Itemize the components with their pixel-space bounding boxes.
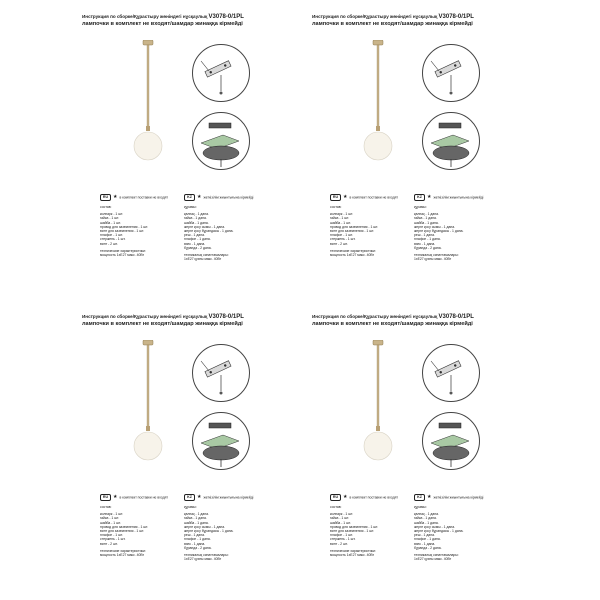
star-icon: ★ xyxy=(113,494,118,501)
ru-badge: RU xyxy=(330,194,341,201)
canopy-assembly-diagram xyxy=(192,112,250,170)
canopy-assembly-diagram xyxy=(422,112,480,170)
document-title: Инструкция по сборке/Құрастыру жөніндегі нұсқаулық V3078-0/1PL xyxy=(312,14,474,20)
mounting-plate-diagram xyxy=(422,44,480,102)
star-icon: ★ xyxy=(197,194,202,201)
star-icon: ★ xyxy=(427,494,432,501)
pendant-lamp-illustration xyxy=(358,40,398,180)
star-icon: ★ xyxy=(343,494,348,501)
document-title: Инструкция по сборке/Құрастыру жөніндегі нұсқаулық V3078-0/1PL xyxy=(312,314,474,320)
kz-section: KZ ★ жеткізілім жиынтығына кірмейді құрамы: қалпақ - 1 дана. гайка - 1 дана. шайба - 1 дана. жерге қосу сымы - 1 дана. жерге қосу бұрандасы - 1 дана. реш - 1 дана. плафон - 1 дана. өзек - 1 дана. бұранда - 2 дана. техникалық сипаттамалары: 1xE27 қуаты макс. 40Вт xyxy=(184,494,254,562)
document-subtitle: лампочки в комплект не входят/шамдар жинаққа кірмейді xyxy=(312,21,473,27)
pendant-lamp-illustration xyxy=(358,340,398,480)
pendant-lamp-illustration xyxy=(128,40,168,180)
document-subtitle: лампочки в комплект не входят/шамдар жинаққа кірмейді xyxy=(82,321,243,327)
instruction-panel xyxy=(82,14,302,274)
ru-badge: RU xyxy=(100,194,111,201)
instruction-panel xyxy=(82,314,302,574)
kz-badge: KZ xyxy=(184,494,195,501)
star-icon: ★ xyxy=(343,194,348,201)
kz-section: KZ ★ жеткізілім жиынтығына кірмейді құрамы: қалпақ - 1 дана. гайка - 1 дана. шайба - 1 дана. жерге қосу сымы - 1 дана. жерге қосу бұрандасы - 1 дана. реш - 1 дана. плафон - 1 дана. өзек - 1 дана. бұранда - 2 дана. техникалық сипаттамалары: 1xE27 қуаты макс. 40Вт xyxy=(414,494,484,562)
kz-section: KZ ★ жеткізілім жиынтығына кірмейді құрамы: қалпақ - 1 дана. гайка - 1 дана. шайба - 1 дана. жерге қосу сымы - 1 дана. жерге қосу бұрандасы - 1 дана. реш - 1 дана. плафон - 1 дана. өзек - 1 дана. бұранда - 2 дана. техникалық сипаттамалары: 1xE27 қуаты макс. 40Вт xyxy=(414,194,484,262)
canopy-assembly-diagram xyxy=(192,412,250,470)
ru-section: RU ★ в комплект поставки не входят состав: колпарк - 1 шт. гайка - 1 шт. шайба - 1 шт. провод для заземления - 1 шт. винт для заземления - 1 шт. плафон - 1 шт. стержень - 1 шт. винт - 2 шт. технические характеристики: мощность 1xE27 макс. 40Вт xyxy=(100,194,168,258)
star-icon: ★ xyxy=(197,494,202,501)
document-title: Инструкция по сборке/Құрастыру жөніндегі нұсқаулық V3078-0/1PL xyxy=(82,314,244,320)
document-subtitle: лампочки в комплект не входят/шамдар жинаққа кірмейді xyxy=(312,321,473,327)
kz-badge: KZ xyxy=(414,494,425,501)
mounting-plate-diagram xyxy=(192,344,250,402)
document-title: Инструкция по сборке/Құрастыру жөніндегі нұсқаулық V3078-0/1PL xyxy=(82,14,244,20)
canopy-assembly-diagram xyxy=(422,412,480,470)
ru-section: RU ★ в комплект поставки не входят состав: колпарк - 1 шт. гайка - 1 шт. шайба - 1 шт. провод для заземления - 1 шт. винт для заземления - 1 шт. плафон - 1 шт. стержень - 1 шт. винт - 2 шт. технические характеристики: мощность 1xE27 макс. 40Вт xyxy=(330,194,398,258)
ru-badge: RU xyxy=(330,494,341,501)
star-icon: ★ xyxy=(427,194,432,201)
mounting-plate-diagram xyxy=(192,44,250,102)
mounting-plate-diagram xyxy=(422,344,480,402)
instruction-panel xyxy=(312,314,532,574)
ru-badge: RU xyxy=(100,494,111,501)
instruction-panel xyxy=(312,14,532,274)
star-icon: ★ xyxy=(113,194,118,201)
pendant-lamp-illustration xyxy=(128,340,168,480)
document-subtitle: лампочки в комплект не входят/шамдар жинаққа кірмейді xyxy=(82,21,243,27)
kz-badge: KZ xyxy=(414,194,425,201)
kz-badge: KZ xyxy=(184,194,195,201)
ru-section: RU ★ в комплект поставки не входят состав: колпарк - 1 шт. гайка - 1 шт. шайба - 1 шт. провод для заземления - 1 шт. винт для заземления - 1 шт. плафон - 1 шт. стержень - 1 шт. винт - 2 шт. технические характеристики: мощность 1xE27 макс. 40Вт xyxy=(100,494,168,558)
ru-section: RU ★ в комплект поставки не входят состав: колпарк - 1 шт. гайка - 1 шт. шайба - 1 шт. провод для заземления - 1 шт. винт для заземления - 1 шт. плафон - 1 шт. стержень - 1 шт. винт - 2 шт. технические характеристики: мощность 1xE27 макс. 40Вт xyxy=(330,494,398,558)
kz-section: KZ ★ жеткізілім жиынтығына кірмейді құрамы: қалпақ - 1 дана. гайка - 1 дана. шайба - 1 дана. жерге қосу сымы - 1 дана. жерге қосу бұрандасы - 1 дана. реш - 1 дана. плафон - 1 дана. өзек - 1 дана. бұранда - 2 дана. техникалық сипаттамалары: 1xE27 қуаты макс. 40Вт xyxy=(184,194,254,262)
